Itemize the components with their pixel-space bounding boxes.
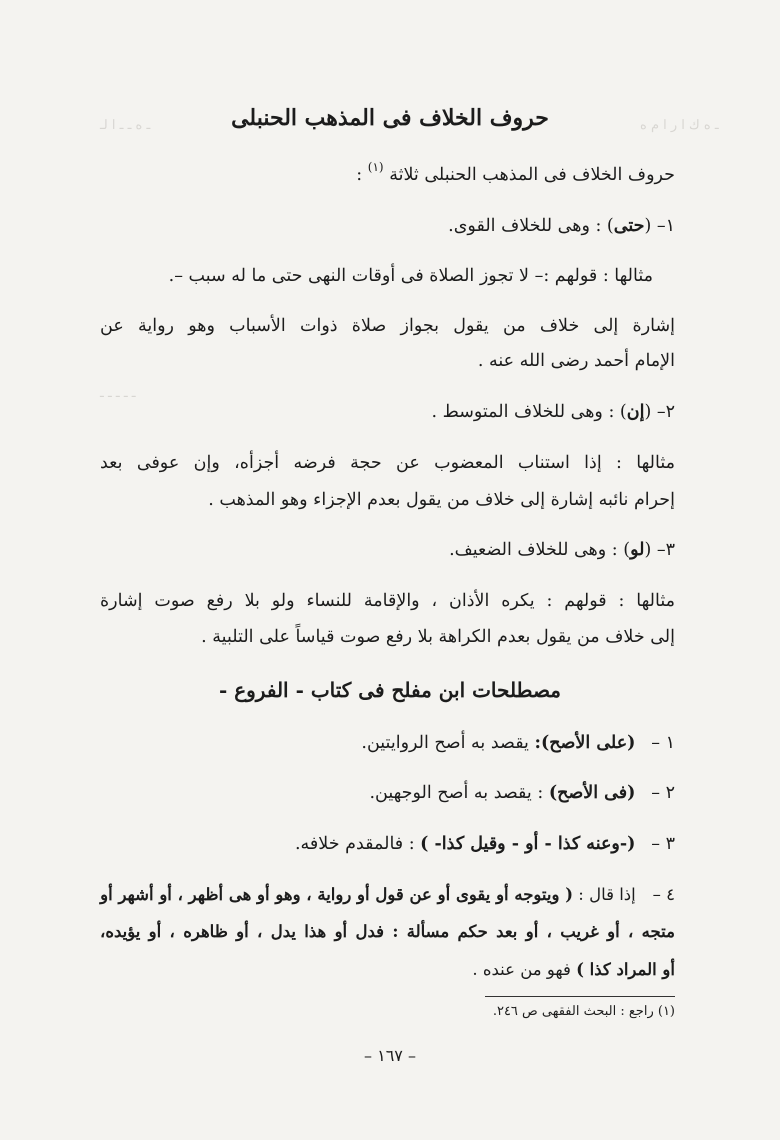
- item-1-note-line-1: إشارة إلى خلاف من يقول بجواز صلاة ذوات الأسباب وهو رواية عن: [100, 316, 675, 336]
- term-1: ١ – (على الأصح): يقصد به أصح الروايتين.: [361, 733, 675, 753]
- term-4-line-1: ٤ – إذا قال : ( ويتوجه أو يقوى أو عن قول أو رواية ، وهو أو هى أظهر ، أو أشهر أو: [100, 885, 675, 904]
- item-2-example-line-2: إحرام نائبه إشارة إلى خلاف من يقول بعدم الإجزاء وهو المذهب .: [208, 490, 675, 510]
- term-4-line-2: متجه ، أو غريب ، أو بعد حكم مسألة : فدل أو هذا يدل ، أو ظاهره ، أو يؤيده،: [100, 922, 675, 941]
- item-1-example: مثالها : قولهم :– لا تجوز الصلاة فى أوقات النهى حتى ما له سبب –.: [168, 266, 653, 286]
- bleed-through-text: ـ ـ ـ ـ ـ: [100, 386, 136, 401]
- footnote-ref: (١): [367, 160, 384, 174]
- term-3: ٣ – (-وعنه كذا - أو - وقيل كذا- ) : فالمقدم خلافه.: [294, 834, 675, 854]
- term-4-line-3: أو المراد كذا ) فهو من عنده .: [472, 960, 675, 979]
- intro-line: حروف الخلاف فى المذهب الحنبلى ثلاثة $^{(١)}$ :: [356, 160, 675, 185]
- term-2: ٢ – (فى الأصح) : يقصد به أصح الوجهين.: [369, 783, 675, 803]
- bleed-through-text: ـ ه ـ ـ ا لـ: [100, 118, 151, 133]
- item-3-example-line-1: مثالها : قولهم : يكره الأذان ، والإقامة للنساء ولو بلا رفع صوت إشارة: [100, 591, 675, 611]
- item-1-note-line-2: الإمام أحمد رضى الله عنه .: [477, 351, 675, 371]
- page-title: حروف الخلاف فى المذهب الحنبلى: [231, 105, 549, 131]
- footnote-divider: [485, 996, 675, 997]
- page-number: – ١٦٧ –: [364, 1046, 416, 1065]
- item-1: ١– (حتى) : وهى للخلاف القوى.: [448, 216, 675, 236]
- item-2: ٢– (إن) : وهى للخلاف المتوسط .: [431, 402, 675, 422]
- item-2-example-line-1: مثالها : إذا استناب المعضوب عن حجة فرضه أجزأه، وإن عوفى بعد: [100, 453, 675, 473]
- bleed-through-text: ـ ه ك ا ر ا م ه: [640, 118, 719, 133]
- item-3-example-line-2: إلى خلاف من يقول بعدم الكراهة بلا رفع صوت قياساً على التلبية .: [201, 627, 675, 647]
- footnote: (١) راجع : البحث الفقهى ص ٢٤٦.: [492, 1004, 675, 1019]
- item-3: ٣– (لو) : وهى للخلاف الضعيف.: [449, 540, 675, 560]
- section-subtitle: مصطلحات ابن مفلح فى كتاب - الفروع -: [218, 678, 562, 702]
